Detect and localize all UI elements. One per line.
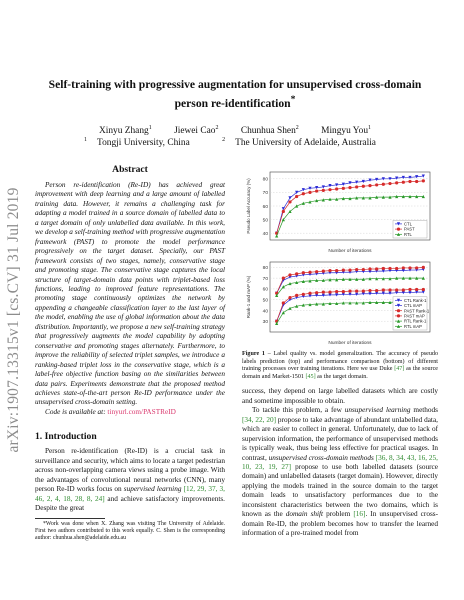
data-point	[415, 288, 418, 291]
y-axis-label: Rank-1 and mAP (%)	[246, 275, 251, 319]
data-point	[302, 293, 305, 296]
data-point	[288, 200, 291, 203]
y-tick-label: 80	[262, 266, 268, 272]
y-tick-label: 30	[262, 320, 268, 326]
data-point	[335, 269, 338, 272]
data-point	[282, 285, 285, 288]
data-point	[368, 267, 371, 270]
title-line-1: Self-training with progressive augmentation for unsupervised cross-domain	[48, 78, 422, 91]
data-point	[408, 180, 411, 183]
citation-link[interactable]: [16]	[353, 510, 366, 519]
data-point	[342, 268, 345, 271]
data-point	[422, 266, 425, 269]
emphasis: unsupervised learning	[344, 406, 411, 415]
data-point	[408, 288, 411, 291]
code-availability	[35, 408, 225, 417]
data-point	[395, 267, 398, 270]
data-point	[408, 266, 411, 269]
paragraph	[242, 406, 438, 538]
data-point	[362, 289, 365, 292]
arxiv-identifier: arXiv:1907.13315v1 [cs.CV] 31 Jul 2019	[5, 187, 22, 453]
data-point	[282, 301, 285, 304]
data-point	[288, 296, 291, 299]
chart-rank1-map	[242, 256, 438, 348]
chart-pseudo-label-accuracy	[242, 166, 438, 256]
figure-caption	[242, 351, 438, 381]
y-tick-label: 50	[262, 218, 268, 224]
data-point	[295, 272, 298, 275]
data-point	[402, 288, 405, 291]
data-point	[322, 270, 325, 273]
affiliation-mark: 2	[222, 137, 226, 143]
paper-title	[40, 77, 430, 111]
data-point	[355, 185, 358, 188]
text: . In unsupervised cross-domain Re-ID, the problem becomes how to transfer the learned information of a pre-trained model from	[242, 510, 438, 538]
affiliations	[40, 134, 430, 149]
data-point	[315, 189, 318, 192]
data-point	[402, 266, 405, 269]
legend-label: CTL	[404, 221, 412, 227]
y-axis-label: Pseudo Label Accuracy (%)	[246, 178, 251, 234]
legend-label: RTL Rank-1	[404, 318, 427, 324]
author-affil-mark: 1	[368, 125, 372, 131]
data-point	[395, 181, 398, 184]
intro-paragraph	[35, 447, 225, 513]
data-point	[335, 187, 338, 190]
data-point	[362, 185, 365, 188]
code-prefix: Code is available at:	[45, 407, 108, 416]
data-point	[388, 182, 391, 185]
figure-label: Figure 1	[242, 351, 265, 357]
data-point	[348, 289, 351, 292]
abstract-heading: Abstract	[112, 164, 148, 175]
data-point	[402, 181, 405, 184]
footnote: *Work was done when X. Zhang was visiting The University of Adelaide. First two authors contributed to this work equally. C. Shen is the corresponding author: chunhua.shen@adelaide.edu.au	[35, 520, 225, 541]
data-point	[275, 234, 278, 237]
data-point	[328, 291, 331, 294]
data-point	[308, 271, 311, 274]
data-point	[375, 267, 378, 270]
y-tick-label: 40	[262, 309, 268, 315]
legend-label: RTL	[404, 231, 412, 237]
intro-text: and achieve satisfactory improvements. Despite the great	[35, 494, 225, 513]
data-point	[315, 291, 318, 294]
data-point	[322, 291, 325, 294]
y-tick-label: 60	[262, 204, 268, 210]
text: methods	[410, 406, 438, 415]
data-point	[348, 268, 351, 271]
affiliation-name: The University of Adelaide, Australia	[235, 138, 376, 149]
data-point	[375, 289, 378, 292]
section-heading-introduction: 1. Introduction	[35, 431, 97, 443]
title-line-2	[40, 92, 430, 111]
affiliation	[84, 138, 200, 148]
y-tick-label: 70	[262, 276, 268, 282]
author-name: Mingyu You	[321, 126, 369, 137]
legend-label: PAST mAP	[404, 313, 425, 319]
data-point	[355, 268, 358, 271]
y-tick-label: 40	[262, 232, 268, 237]
data-point	[375, 183, 378, 186]
y-tick-label: 60	[262, 287, 268, 293]
data-point	[388, 267, 391, 270]
affiliation-name: Tongji University, China	[97, 138, 190, 149]
legend-marker	[397, 309, 400, 312]
data-point	[328, 269, 331, 272]
abstract-text	[35, 181, 225, 408]
data-point	[355, 289, 358, 292]
citation-link[interactable]: [45]	[305, 373, 316, 380]
data-point	[395, 288, 398, 291]
author-name: Chunhua Shen	[240, 126, 296, 137]
data-point	[422, 179, 425, 182]
figure-1	[242, 166, 438, 381]
text: problem	[323, 510, 354, 519]
data-point	[382, 267, 385, 270]
citation-links[interactable]: [36, 8, 34, 43, 16, 25, 10, 23, 19, 27]	[242, 453, 438, 471]
author-name: Jiewei Cao	[174, 126, 216, 137]
data-point	[302, 271, 305, 274]
data-point	[348, 186, 351, 189]
data-point	[388, 288, 391, 291]
left-column	[35, 164, 225, 542]
x-axis-label: Number of iterations	[328, 341, 372, 346]
data-point	[382, 183, 385, 186]
data-point	[382, 288, 385, 291]
data-point	[342, 290, 345, 293]
y-tick-label: 50	[262, 298, 268, 304]
title-line-2-text: person re-identification	[174, 96, 291, 110]
data-point	[282, 210, 285, 213]
text: To tackle this problem, a few	[252, 406, 345, 415]
footnote-divider	[35, 518, 105, 519]
citation-link[interactable]: [47]	[394, 366, 405, 373]
data-point	[295, 294, 298, 297]
data-point	[308, 191, 311, 194]
title-footnote-mark: *	[290, 94, 296, 105]
affiliation-mark: 1	[84, 137, 88, 143]
citation-links[interactable]: [12, 29, 37, 3, 46, 2, 4, 18, 28, 8, 24]	[35, 485, 225, 503]
data-point	[308, 292, 311, 295]
emphasis: domain shift	[285, 510, 324, 519]
data-point	[342, 187, 345, 190]
code-link[interactable]: tinyurl.com/PASTReID	[107, 407, 176, 416]
right-body	[242, 387, 438, 538]
data-point	[322, 189, 325, 192]
data-point	[288, 273, 291, 276]
intro-text: Person re-identification (Re-ID) is a crucial task in surveillance and security, which aims to locate a target pedestrian across non-overlapping camera views using a probe image. With the advantages of convolutional neural networks (CNN), many person Re-ID works focus on	[35, 447, 225, 494]
legend-label: PAST	[404, 226, 415, 232]
legend-label: PAST Rank-1	[404, 308, 430, 314]
data-point	[302, 192, 305, 195]
legend-label: RTL mAP	[404, 323, 422, 329]
data-point	[335, 290, 338, 293]
legend-marker	[397, 314, 400, 317]
y-tick-label: 80	[262, 177, 268, 183]
legend-label: CTL Rank-1	[404, 297, 427, 303]
caption-text: as the target domain.	[315, 373, 368, 380]
author-affil-mark: 2	[215, 125, 219, 131]
y-tick-label: 70	[262, 191, 268, 197]
data-point	[415, 266, 418, 269]
arxiv-stamp	[4, 150, 24, 490]
data-point	[362, 268, 365, 271]
data-point	[282, 277, 285, 280]
paragraph: success, they depend on large labelled datasets which are costly and sometime impossible to obtain.	[242, 387, 438, 405]
citation-links[interactable]: [34, 22, 20]	[242, 415, 277, 424]
legend-label: CTL mAP	[404, 303, 422, 309]
data-point	[368, 184, 371, 187]
data-point	[295, 195, 298, 198]
data-point	[422, 288, 425, 291]
data-point	[368, 289, 371, 292]
text: propose to use both labelled datasets (source domain) and unlabelled datasets (target domain). However, directly applying the models trained in the source domain to the target domain leads to unsatisfactory performances due to the inconsistent characteristics between the two domains, which is known as the	[242, 463, 438, 519]
caption-text: as the source domain and Market-1501	[242, 366, 438, 380]
caption-text: – Label quality vs. model generalization. The accuracy of pseudo labels prediction (top) and performance comparison (bottom) of different training processes over training iterations. Here we use Duke	[242, 351, 438, 373]
abstract-body: Person re-identification (Re-ID) has achieved great improvement with deep learning and a large amount of labelled training data. However, it remains a challenging task for adapting a model trained in a source domain of labelled data to a target domain of only unlabelled data available. In this work, we develop a self-training method with progressive augmentation framework (PAST) to promote the model performance progressively on the target dataset. Specially, our PAST framework consists of two stages, namely, conservative stage and promoting stage. The conservative stage captures the local structure of target-domain data points with triplet-based loss functions, leading to improved feature representations. The promoting stage continuously optimizes the network by appending a changeable classification layer to the last layer of the model, enabling the use of global information about the data distribution. Importantly, we propose a new self-training strategy that progressively augments the model capability by adopting conservative and promoting stages alternately. Furthermore, to improve the reliability of selected triplet samples, we introduce a ranking-based triplet loss in the conservative stage, which is a label-free objective function basing on the similarities between data pairs. Experiments demonstrate that the proposed method achieves state-of-the-art person Re-ID performance under the unsupervised cross-domain setting.	[35, 181, 225, 407]
data-point	[288, 196, 291, 199]
author-name: Xinyu Zhang	[98, 126, 149, 137]
data-point	[328, 188, 331, 191]
data-point	[315, 270, 318, 273]
x-axis-label: Number of iterations	[328, 249, 372, 254]
legend-marker	[397, 228, 400, 231]
right-column	[242, 166, 438, 539]
emphasis: unsupervised cross-domain methods	[268, 453, 374, 462]
data-point	[415, 180, 418, 183]
affiliation	[222, 138, 386, 148]
text: propose to take advantage of abundant unlabelled data, which are easier to collect in general. Unfortunately, due to lack of supervision information, the performance of unsupervised methods is typically weak, thus being less effective for practical usages. In contrast,	[242, 415, 438, 462]
author-affil-mark: 1	[148, 125, 152, 131]
author-affil-mark: 2	[295, 125, 299, 131]
intro-emphasis: supervised learning	[123, 485, 182, 494]
